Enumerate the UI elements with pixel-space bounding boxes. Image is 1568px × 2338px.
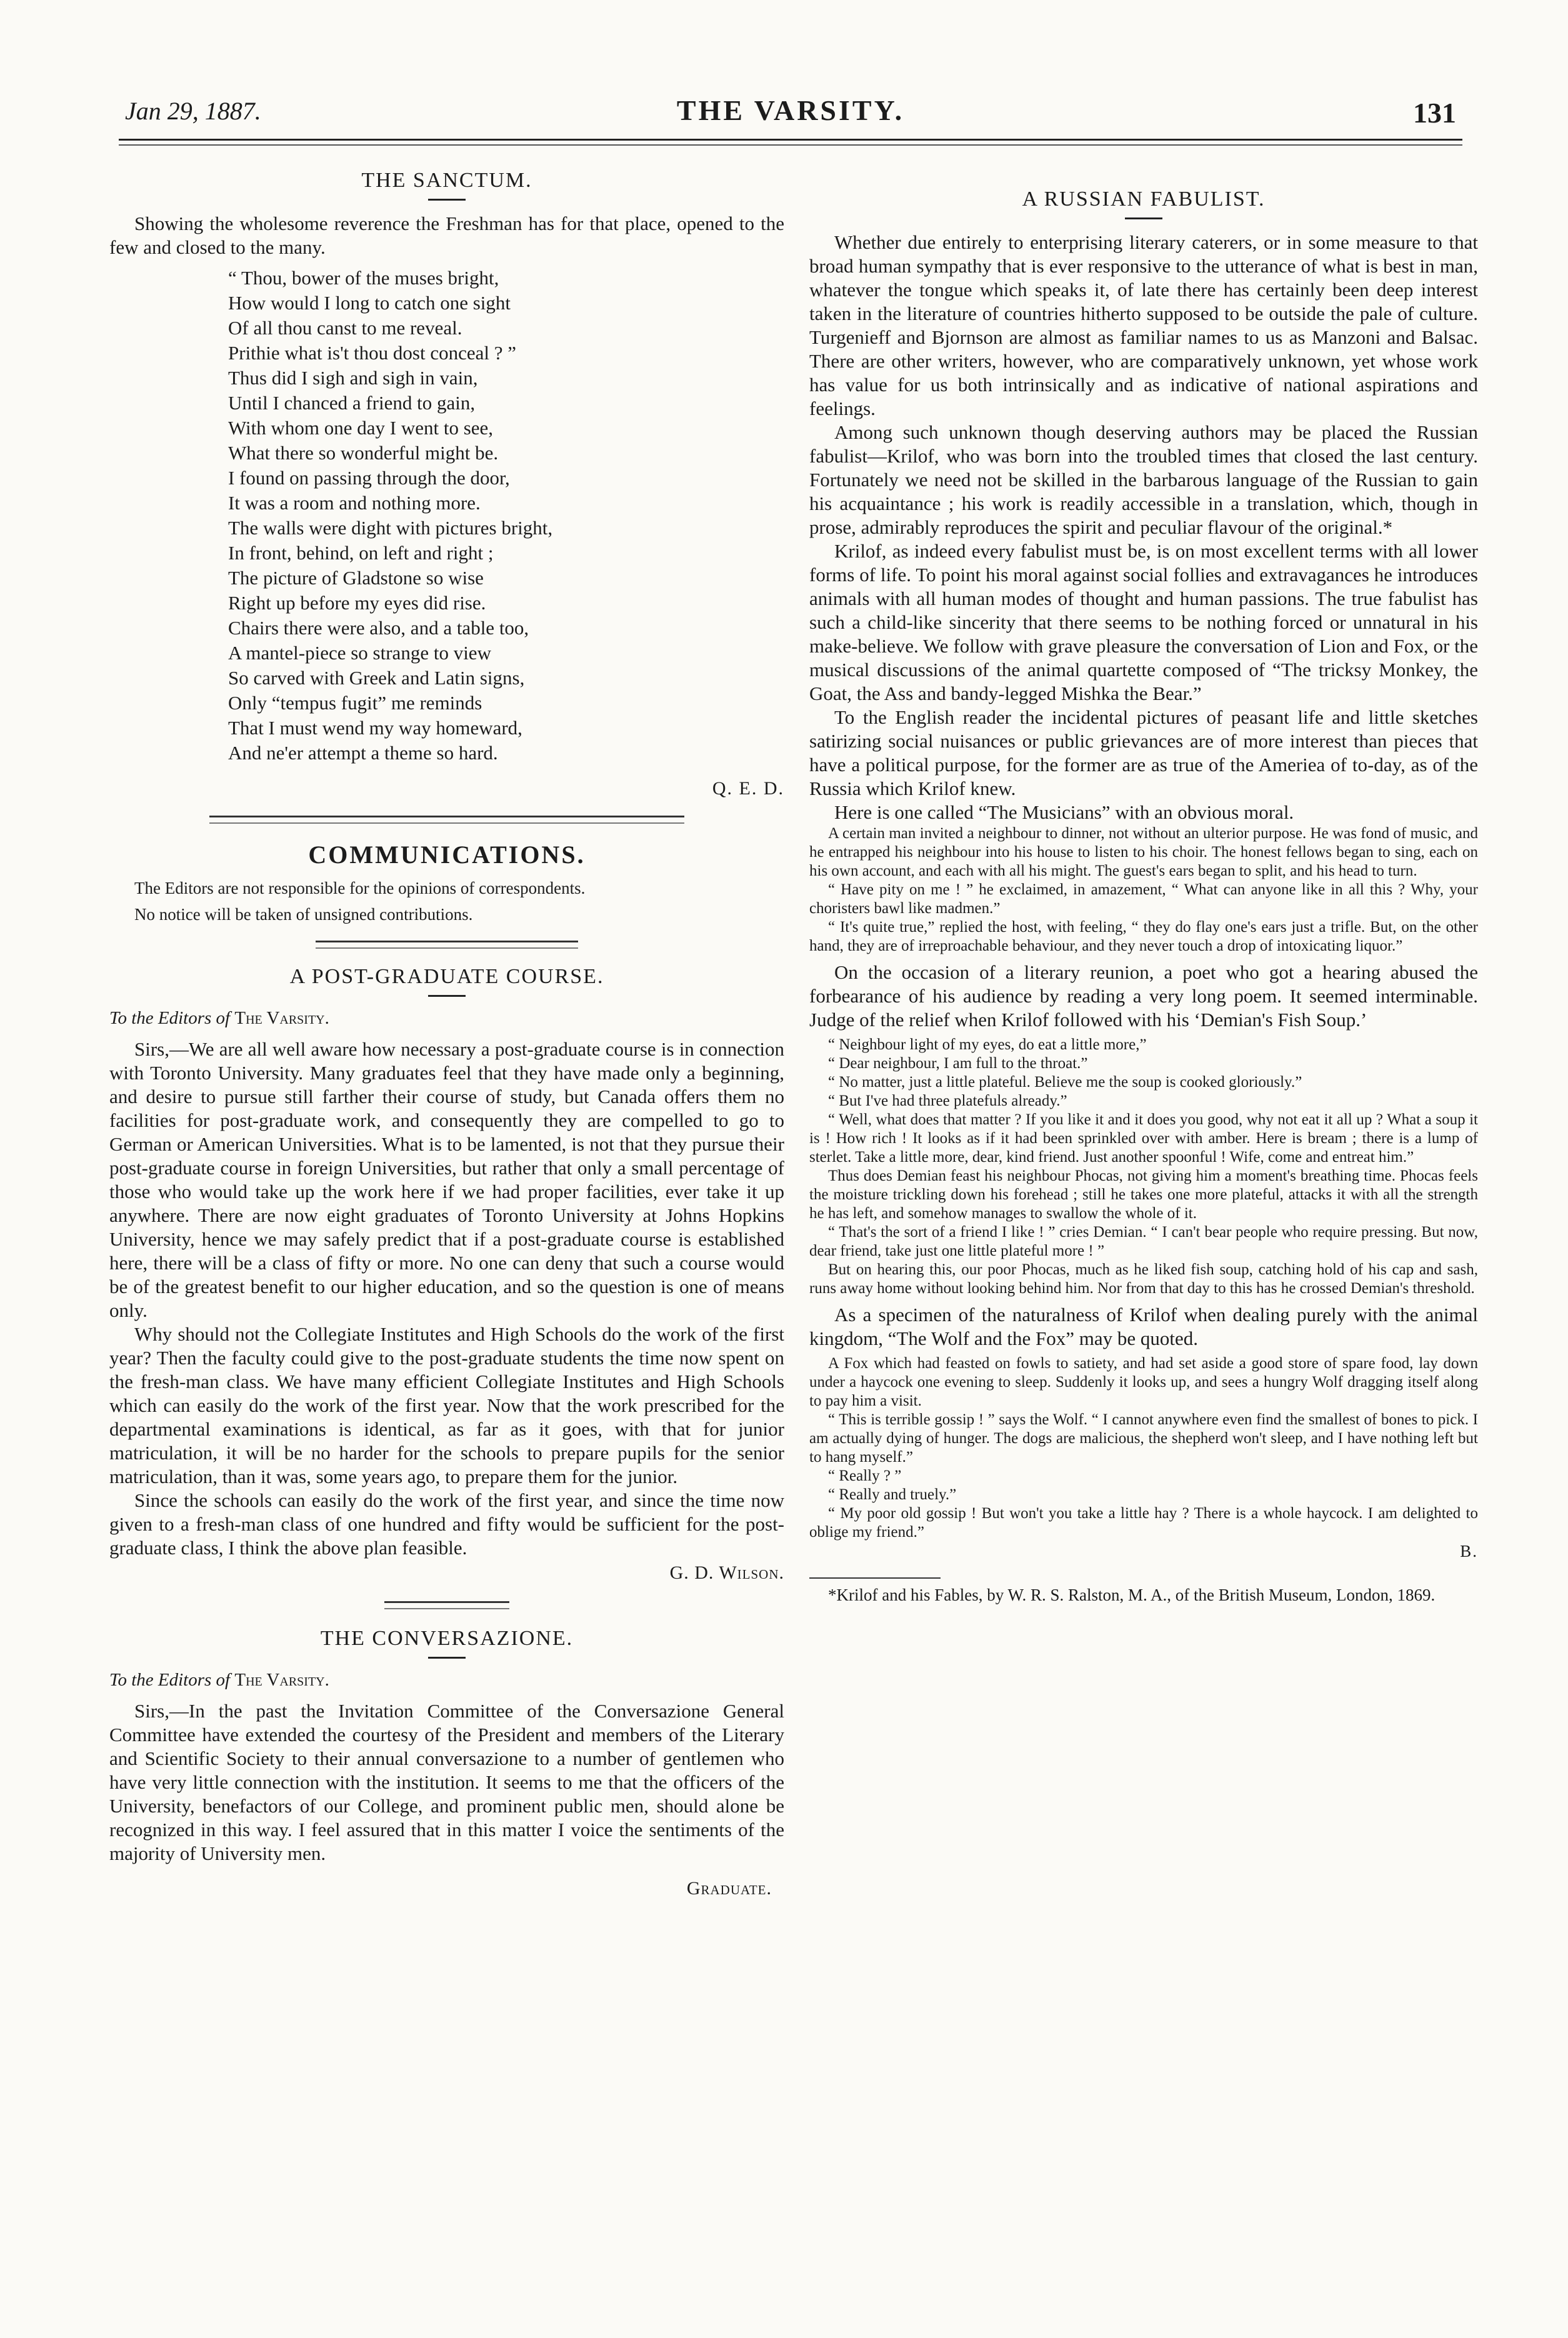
- to-editors-text: To the Editors of: [109, 1670, 231, 1690]
- fable-paragraph: “ Really and truely.”: [828, 1486, 957, 1503]
- sanctum-article: [109, 169, 784, 799]
- poem-line: Until I chanced a friend to gain,: [228, 392, 476, 414]
- poem-line: What there so wonderful might be.: [228, 442, 499, 464]
- varsity-name: The Varsity.: [234, 1008, 329, 1028]
- fable-paragraph: “ It's quite true,” replied the host, with feeling, “ they do flay one's ears just a trifle. But, on the other hand, they are of irreproachable behaviour, and they never touch a drop of intoxicating liquor.”: [809, 919, 1478, 954]
- masthead-rule: [119, 139, 1462, 146]
- article-paragraph: Here is one called “The Musicians” with an obvious moral.: [834, 801, 1294, 823]
- poem-line: Only “tempus fugit” me reminds: [228, 692, 482, 714]
- conversazione-letter: [109, 1627, 784, 1899]
- poem-line: The walls were dight with pictures bright,: [228, 517, 553, 539]
- heading-dash: [428, 199, 466, 201]
- poem-line: In front, behind, on left and right ;: [228, 542, 494, 564]
- postgrad-letter: [109, 965, 784, 1584]
- varsity-name: The Varsity.: [234, 1670, 329, 1690]
- fable-paragraph: A Fox which had feasted on fowls to satiety, and had set aside a good store of spare food, lay down under a haycock one evening to sleep. Suddenly it looks up, and sees a hungry Wolf dragging itself along to pay him a visit.: [809, 1355, 1478, 1409]
- fable-paragraph: Thus does Demian feast his neighbour Phocas, not giving him a moment's breathing time. Phocas feels the moisture trickling down his forehead ; still he takes one more plateful, attacks it with all the strength he has left, and somehow manages to swallow the whole of it.: [809, 1167, 1478, 1222]
- fable-paragraph: “ No matter, just a little plateful. Believe me the soup is cooked gloriously.”: [828, 1074, 1302, 1091]
- article-paragraph: Krilof, as indeed every fabulist must be, is on most excellent terms with all lower forms of life. To point his moral against social follies and extravagances he introduces animals with all human modes of thought and human passions. The true fabulist has such a child-like sincerity that there seems to be nothing forced or unnatural in his make-believe. We follow with grave pleasure the conversation of Lion and Fox, or the musical discussions of the animal quartette composed of “The tricksy Monkey, the Goat, the Ass and bandy-legged Mishka the Bear.”: [809, 540, 1478, 704]
- poem-line: Thus did I sigh and sigh in vain,: [228, 367, 478, 389]
- letter-paragraph: Sirs,—In the past the Invitation Committee of the Conversazione General Committee have extended the courtesy of the President and members of the Literary and Scientific Society to their annual conversazione to a number of gentlemen who have very little connection with the institution. It seems to me that the officers of the University, benefactors of our College, and prominent public men, should alone be recognized in this way. I feel assured that in this matter I voice the sentiments of the majority of University men.: [109, 1700, 784, 1864]
- fable-paragraph: “ This is terrible gossip ! ” says the Wolf. “ I cannot anywhere even find the smallest of bones to pick. I am actually dying of hunger. The dogs are malicious, the shepherd won't sleep, and I have nothing left but to hang myself.”: [809, 1411, 1478, 1466]
- fable-paragraph: A certain man invited a neighbour to dinner, not without an ulterior purpose. He was fond of music, and he entrapped his neighbour into his house to listen to his choir. The honest fellows began to sing, each on his own account, and each with all his might. The guest's ears began to split, and his head to turn.: [809, 825, 1478, 879]
- article-paragraph: To the English reader the incidental pictures of peasant life and little sketches satirizing social nuisances or public grievances are of more interest than pieces that have a political purpose, for the former are as true of the Ameriea of to-day, as of the Russia which Krilof knew.: [809, 706, 1478, 799]
- fable-paragraph: “ But I've had three platefuls already.”: [828, 1092, 1067, 1109]
- fable-paragraph: “ Really ? ”: [828, 1467, 902, 1484]
- issue-date: Jan 29, 1887.: [125, 97, 261, 125]
- communications-section: [109, 840, 784, 924]
- poem-line: A mantel-piece so strange to view: [228, 642, 491, 664]
- sanctum-poem: [228, 266, 784, 766]
- letter-paragraph: Why should not the Collegiate Institutes and High Schools do the work of the first year? Then the faculty could give to the post-graduate students the time now spent on the fresh-man class. We have many efficient Collegiate Institutes and High Schools which can easily do the work of the first year. Now that the work prescribed for the departmental examinations is identical, as far as it goes, with that for junior matriculation, it will be no harder for the schools to prepare pupils for the senior matriculation, than it was, some years ago, to prepare them for the junior.: [109, 1323, 784, 1487]
- footnote-rule: [809, 1577, 941, 1579]
- fable-paragraph: But on hearing this, our poor Phocas, much as he liked fish soup, catching hold of his cap and sash, runs away home without looking behind him. Nor from that day to this has he crossed Demian's threshold.: [809, 1261, 1478, 1297]
- unsigned-notice: No notice will be taken of unsigned contributions.: [134, 905, 473, 924]
- postgrad-signature: G. D. Wilson.: [669, 1562, 784, 1583]
- postgrad-heading: A POST-GRADUATE COURSE.: [289, 965, 604, 988]
- communications-heading: COMMUNICATIONS.: [308, 841, 586, 869]
- letter-paragraph: Since the schools can easily do the work of the first year, and since the time now given to a fresh-man class of one hundred and fifty would be sufficient for the post-graduate class, I think the above plan feasible.: [109, 1489, 784, 1559]
- heading-dash: [428, 995, 466, 997]
- fabulist-heading: A RUSSIAN FABULIST.: [1022, 187, 1266, 211]
- poem-line: How would I long to catch one sight: [228, 292, 511, 314]
- letter-paragraph: Sirs,—We are all well aware how necessary a post-graduate course is in connection with Toronto University. Many graduates feel that they have made only a beginning, and desire to pursue still farther their course of study, but Canada offers them no facilities for post-graduate work, and consequently they are compelled to go to German or American Universities. What is to be lamented, is not that they pursue their post-graduate course in foreign Universities, but rather that only a small percentage of those who would take up the work here if we had proper facilities, ever take it up anywhere. There are now eight graduates of Toronto University at Johns Hopkins University, hence we may safely predict that if a post-graduate course is established here, there will be a class of fifty or more. No one can deny that such a course would be of the greatest benefit to our higher education, and so the question is one of means only.: [109, 1038, 784, 1321]
- left-column: [109, 169, 784, 1899]
- to-editors-text: To the Editors of: [109, 1008, 231, 1028]
- fabulist-signature: B.: [1460, 1542, 1478, 1561]
- poem-line: Chairs there were also, and a table too,: [228, 617, 529, 639]
- fable-paragraph: “ Well, what does that matter ? If you like it and it does you good, why not eat it all up ? What a soup it is ! How rich ! It looks as if it had been sprinkled over with amber. Here is bream ; there is a lump of sterlet. Take a little more, dear, kind friend. Just another spoonful ! Wife, come and entreat him.”: [809, 1111, 1478, 1166]
- publication-title: THE VARSITY.: [676, 94, 905, 126]
- conversazione-signature: Graduate.: [686, 1878, 772, 1899]
- fable-paragraph: “ Have pity on me ! ” he exclaimed, in amazement, “ What can anyone like in all this ? Why, your choristers bawl like madmen.”: [809, 881, 1478, 917]
- fable-paragraph: “ That's the sort of a friend I like ! ” cries Demian. “ I can't bear people who require pressing. But now, dear friend, take just one little plateful more ! ”: [809, 1224, 1478, 1259]
- poem-line: Right up before my eyes did rise.: [228, 592, 486, 614]
- conversazione-heading: THE CONVERSAZIONE.: [320, 1627, 574, 1650]
- sanctum-signature: Q. E. D.: [712, 778, 784, 799]
- poem-line: And ne'er attempt a theme so hard.: [228, 742, 498, 764]
- right-column: [809, 187, 1478, 1605]
- poem-line: The picture of Gladstone so wise: [228, 567, 484, 589]
- editors-notice: The Editors are not responsible for the opinions of correspondents.: [134, 879, 586, 897]
- poem-line: With whom one day I went to see,: [228, 417, 494, 439]
- article-paragraph: On the occasion of a literary reunion, a poet who got a hearing abused the forbearance of his audience by reading a very long poem. It seemed interminable. Judge of the relief when Krilof followed with his ‘Demian's Fish Soup.’: [809, 961, 1478, 1031]
- fabulist-article: [809, 187, 1478, 1605]
- poem-line: So carved with Greek and Latin signs,: [228, 667, 525, 689]
- sanctum-heading: THE SANCTUM.: [361, 169, 532, 192]
- article-paragraph: Among such unknown though deserving authors may be placed the Russian fabulist—Krilof, who was born into the troubled times that closed the last century. Fortunately we need not be skilled in the barbarous language of the Russian to gain his acquaintance ; his work is readily accessible in a translation, which, though in prose, admirably reproduces the spirit and peculiar flavour of the original.*: [809, 421, 1478, 538]
- poem-line: “ Thou, bower of the muses bright,: [228, 267, 499, 289]
- footnote: *Krilof and his Fables, by W. R. S. Ralston, M. A., of the British Museum, London, 1869.: [828, 1586, 1436, 1604]
- article-paragraph: As a specimen of the naturalness of Krilof when dealing purely with the animal kingdom, “The Wolf and the Fox” may be quoted.: [809, 1304, 1478, 1349]
- masthead: [125, 94, 1456, 137]
- section-rule: [316, 941, 578, 949]
- section-rule: [209, 816, 684, 824]
- fable-paragraph: “ Dear neighbour, I am full to the throat.”: [828, 1055, 1088, 1072]
- heading-dash: [428, 1657, 466, 1659]
- postgrad-salutation: [109, 1008, 784, 1029]
- heading-dash: [1125, 217, 1162, 219]
- conversazione-salutation: [109, 1670, 784, 1691]
- page-number: 131: [1413, 97, 1456, 129]
- sanctum-intro: Showing the wholesome reverence the Freshman has for that place, opened to the few and closed to the many.: [109, 212, 784, 258]
- poem-line: Of all thou canst to me reveal.: [228, 317, 462, 339]
- poem-line: Prithie what is't thou dost conceal ? ”: [228, 342, 517, 364]
- poem-line: It was a room and nothing more.: [228, 492, 481, 514]
- fable-paragraph: “ Neighbour light of my eyes, do eat a little more,”: [828, 1036, 1147, 1053]
- fable-paragraph: “ My poor old gossip ! But won't you take a little hay ? There is a whole haycock. I am delighted to oblige my friend.”: [809, 1505, 1478, 1541]
- poem-line: I found on passing through the door,: [228, 467, 510, 489]
- section-rule: [384, 1601, 509, 1609]
- article-paragraph: Whether due entirely to enterprising literary caterers, or in some measure to that broad human sympathy that is ever responsive to the utterance of what is best in man, whatever the tongue which speaks it, of late there has certainly been deep interest taken in the literature of countries hitherto supposed to be outside the pale of culture. Turgenieff and Bjornson are almost as familiar names to us as Manzoni and Balsac. There are other writers, however, who are comparatively unknown, yet whose work has value for us both intrinsically and as indicative of national aspirations and feelings.: [809, 231, 1478, 419]
- poem-line: That I must wend my way homeward,: [228, 717, 522, 739]
